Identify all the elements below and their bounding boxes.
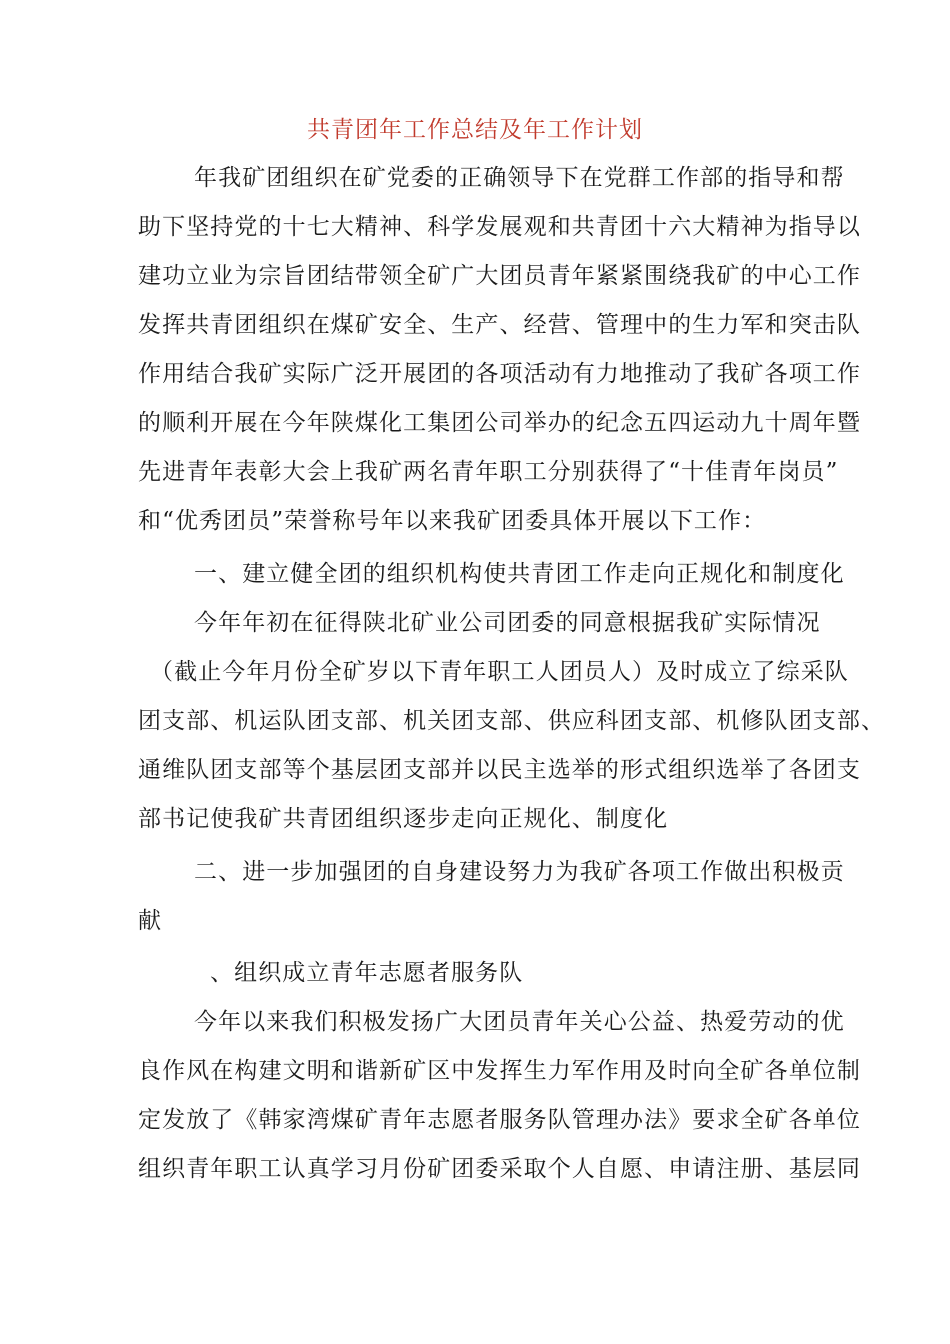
section-heading-1: 一、建立健全团的组织机构使共青团工作走向正规化和制度化 <box>194 561 845 587</box>
paragraph-line: 和“优秀团员”荣誉称号年以来我矿团委具体开展以下工作： <box>138 508 767 534</box>
section-heading-2: 二、进一步加强团的自身建设努力为我矿各项工作做出积极贡 <box>194 859 845 885</box>
paragraph-line: 定发放了《韩家湾煤矿青年志愿者服务队管理办法》要求全矿各单位 <box>138 1107 861 1133</box>
subsection-heading: 、组织成立青年志愿者服务队 <box>210 960 524 986</box>
paragraph-line: 的顺利开展在今年陕煤化工集团公司举办的纪念五四运动九十周年暨 <box>138 410 861 436</box>
paragraph-line: 发挥共青团组织在煤矿安全、生产、经营、管理中的生力军和突击队 <box>138 312 861 338</box>
paragraph-line: 良作风在构建文明和谐新矿区中发挥生力军作用及时向全矿各单位制 <box>138 1058 861 1084</box>
paragraph-line: 年我矿团组织在矿党委的正确领导下在党群工作部的指导和帮 <box>194 165 845 191</box>
paragraph-line: 助下坚持党的十七大精神、科学发展观和共青团十六大精神为指导以 <box>138 214 861 240</box>
paragraph-line: 部书记使我矿共青团组织逐步走向正规化、制度化 <box>138 806 669 832</box>
paragraph-line: 组织青年职工认真学习月份矿团委采取个人自愿、申请注册、基层同 <box>138 1156 861 1182</box>
paragraph-line: 团支部、机运队团支部、机关团支部、供应科团支部、机修队团支部、 <box>138 708 886 734</box>
paragraph-line: 建功立业为宗旨团结带领全矿广大团员青年紧紧围绕我矿的中心工作 <box>138 263 861 289</box>
paragraph-line: 通维队团支部等个基层团支部并以民主选举的形式组织选举了各团支 <box>138 757 861 783</box>
paragraph-line: 作用结合我矿实际广泛开展团的各项活动有力地推动了我矿各项工作 <box>138 361 861 387</box>
paragraph-line: （截止今年月份全矿岁以下青年职工人团员人）及时成立了综采队 <box>150 659 849 685</box>
paragraph-line: 今年以来我们积极发扬广大团员青年关心公益、热爱劳动的优 <box>194 1009 845 1035</box>
document-title: 共青团年工作总结及年工作计划 <box>307 117 643 143</box>
section-heading-2-continued: 献 <box>138 908 163 934</box>
paragraph-line: 先进青年表彰大会上我矿两名青年职工分别获得了“十佳青年岗员” <box>138 459 839 485</box>
paragraph-line: 今年年初在征得陕北矿业公司团委的同意根据我矿实际情况 <box>194 610 821 636</box>
